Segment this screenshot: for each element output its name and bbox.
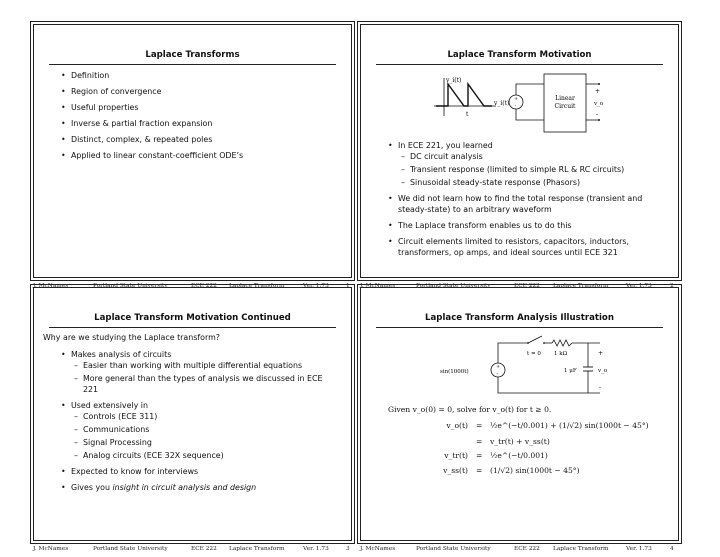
- sub-item: – Signal Processing: [71, 437, 331, 448]
- slide-2: [357, 21, 682, 289]
- footer-author: J. McNames: [33, 283, 69, 289]
- bullet-item: • Distinct, complex, & repeated poles: [61, 134, 341, 145]
- given-statement: Given v_o(0) = 0, solve for v_o(t) for t ≥ 0.: [388, 405, 552, 414]
- slide-footer: [31, 546, 354, 556]
- equation-rel: =: [476, 421, 483, 430]
- slide-3: [30, 284, 355, 552]
- equation-rhs: (1/√2) sin(1000t − 45°): [490, 466, 580, 475]
- bullet-item: • We did not learn how to find the total response (transient and steady-state) to an arbitrary waveform: [388, 193, 668, 215]
- svg-text:+: +: [595, 88, 601, 95]
- footer-topic: Laplace Transform: [229, 283, 285, 289]
- equation-rhs: ½e^(−t/0.001) + (1/√2) sin(1000t − 45°): [490, 421, 649, 430]
- bullet-item: • The Laplace transform enables us to do this: [388, 220, 668, 231]
- sub-item: – Easier than working with multiple differential equations: [71, 360, 331, 371]
- source-label: sin(1000t): [440, 369, 469, 375]
- svg-text:-: -: [514, 103, 517, 109]
- bullet-list: [61, 349, 331, 498]
- rc-circuit-figure: [418, 333, 638, 403]
- svg-text:+: +: [598, 350, 604, 357]
- bullet-item: • In ECE 221, you learned – DC circuit analysis – Transient response (limited to simple RL & RC circuits) – Sinusoidal steady-state response (Phasors): [388, 140, 668, 188]
- slide-1: [30, 21, 355, 289]
- intro-text: Why are we studying the Laplace transform?: [43, 333, 220, 342]
- bullet-item: • Applied to linear constant-coefficient ODE’s: [61, 150, 341, 161]
- slide-title: Laplace Transform Motivation: [376, 50, 663, 65]
- slide-footer: [358, 546, 681, 556]
- slide-title: Laplace Transform Motivation Continued: [49, 313, 336, 328]
- svg-text:-: -: [596, 111, 599, 118]
- equation-lhs: v_o(t): [446, 421, 468, 430]
- sub-item: – Sinusoidal steady-state response (Phasors): [398, 177, 668, 188]
- sub-item: – More general than the types of analysis we discussed in ECE 221: [71, 373, 331, 395]
- svg-text:-: -: [496, 371, 499, 377]
- footer-topic: Laplace Transform: [553, 546, 609, 552]
- footer-course: ECE 222: [191, 546, 217, 552]
- footer-page: 4: [670, 546, 674, 552]
- sub-item: – DC circuit analysis: [398, 151, 668, 162]
- sub-item: – Communications: [71, 424, 331, 435]
- output-label: v_o: [598, 368, 608, 374]
- bullet-item: • Region of convergence: [61, 86, 341, 97]
- footer-topic: Laplace Transform: [553, 283, 609, 289]
- capacitor-label: 1 μF: [564, 368, 577, 374]
- sub-item: – Controls (ECE 311): [71, 411, 331, 422]
- equation-lhs: v_ss(t): [443, 466, 468, 475]
- footer-course: ECE 222: [514, 283, 540, 289]
- equation-rhs: ½e^(−t/0.001): [490, 451, 548, 460]
- slide-title: Laplace Transforms: [49, 50, 336, 65]
- equation-rel: =: [476, 437, 483, 446]
- footer-page: 1: [346, 283, 350, 289]
- slide-4: [357, 284, 682, 552]
- bullet-item: • Definition: [61, 70, 341, 81]
- capacitor-icon: [564, 343, 593, 393]
- input-waveform-plot: [434, 77, 496, 118]
- bullet-list: [388, 140, 668, 263]
- footer-university: Portland State University: [416, 283, 491, 289]
- sub-list: [398, 151, 668, 188]
- footer-course: ECE 222: [191, 283, 217, 289]
- sub-item: – Transient response (limited to simple RL & RC circuits): [398, 164, 668, 175]
- footer-university: Portland State University: [93, 283, 168, 289]
- svg-text:+: +: [514, 96, 519, 102]
- svg-text:-: -: [599, 384, 602, 391]
- switch-label: t = 0: [527, 351, 541, 357]
- bullet-item: • Expected to know for interviews: [61, 466, 331, 477]
- bullet-item: • Inverse & partial fraction expansion: [61, 118, 341, 129]
- bullet-item: • Makes analysis of circuits – Easier than working with multiple differential equations – More general than the types of analysis we discussed in ECE 221: [61, 349, 331, 395]
- slide-title: Laplace Transform Analysis Illustration: [376, 313, 663, 328]
- footer-author: J. McNames: [360, 283, 396, 289]
- footer-version: Ver. 1.73: [303, 546, 329, 552]
- footer-university: Portland State University: [416, 546, 491, 552]
- footer-page: 2: [670, 283, 674, 289]
- output-label: v_o: [594, 101, 604, 107]
- equation-rel: =: [476, 466, 483, 475]
- bullet-item: • Useful properties: [61, 102, 341, 113]
- time-axis-label: t: [466, 111, 469, 118]
- footer-university: Portland State University: [93, 546, 168, 552]
- source-circuit: [493, 74, 604, 132]
- switch-icon: [527, 336, 545, 357]
- footer-version: Ver. 1.73: [303, 283, 329, 289]
- source-label: v_i(t): [494, 100, 510, 107]
- sub-list: [71, 411, 331, 461]
- footer-version: Ver. 1.73: [626, 283, 652, 289]
- equation-rhs: v_tr(t) + v_ss(t): [490, 437, 550, 446]
- footer-course: ECE 222: [514, 546, 540, 552]
- svg-text:+: +: [496, 364, 501, 370]
- footer-topic: Laplace Transform: [229, 546, 285, 552]
- bullet-item: • Gives you insight in circuit analysis and design: [61, 482, 331, 493]
- bullet-list: [61, 70, 341, 166]
- signal-label: v_i(t): [446, 77, 462, 84]
- box-label: Circuit: [554, 103, 576, 110]
- equation-rel: =: [476, 451, 483, 460]
- box-label: Linear: [555, 95, 575, 102]
- resistor-icon: [552, 340, 572, 357]
- resistor-label: 1 kΩ: [554, 351, 568, 357]
- footer-author: J. McNames: [360, 546, 396, 552]
- footer-version: Ver. 1.73: [626, 546, 652, 552]
- equation-lhs: v_tr(t): [444, 451, 468, 460]
- footer-page: 3: [346, 546, 350, 552]
- bullet-item: • Used extensively in – Controls (ECE 311) – Communications – Signal Processing – Analog circuits (ECE 32X sequence): [61, 400, 331, 461]
- sub-item: – Analog circuits (ECE 32X sequence): [71, 450, 331, 461]
- footer-author: J. McNames: [33, 546, 69, 552]
- bullet-item: • Circuit elements limited to resistors, capacitors, inductors, transformers, op amps, and ideal sources until ECE 321: [388, 236, 668, 258]
- sub-list: [71, 360, 331, 395]
- voltage-source-icon: [440, 363, 505, 377]
